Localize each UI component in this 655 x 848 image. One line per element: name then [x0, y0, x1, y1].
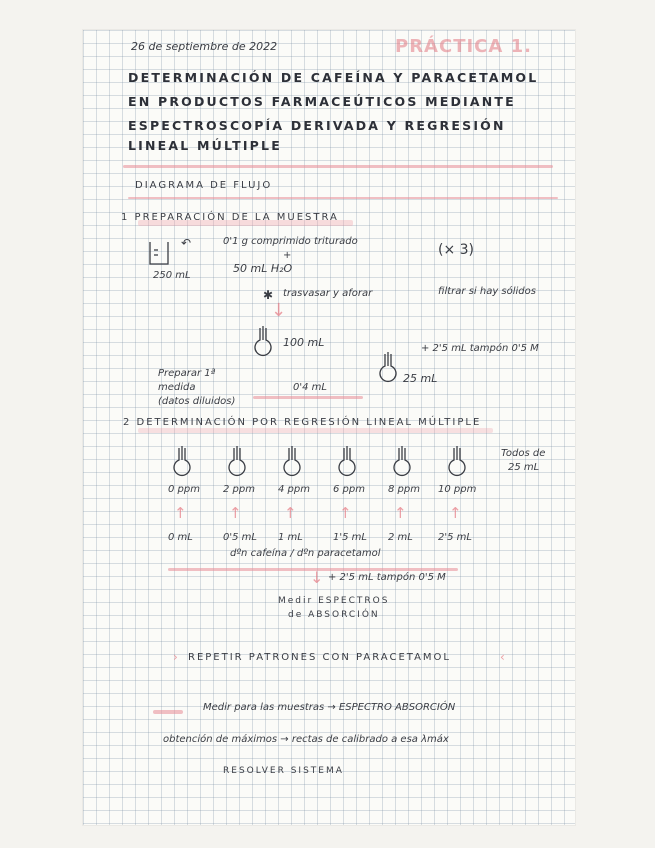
up-arrow-icon: ↑: [449, 504, 462, 522]
step1-heading: 1 PREPARACIÓN DE LA MUESTRA: [121, 212, 339, 223]
volumetric-flask-icon: [253, 326, 273, 354]
down-arrow-icon: ↓: [310, 568, 324, 587]
beaker-icon: [148, 240, 172, 266]
up-arrow-icon: ↑: [229, 504, 242, 522]
step2-note-2: 25 mL: [508, 462, 540, 473]
step1-highlight: [138, 220, 353, 226]
final-arrow-line: [153, 710, 183, 714]
plus-sign: +: [283, 250, 292, 261]
up-arrow-icon: ↑: [339, 504, 352, 522]
final-line-3: RESOLVER SISTEMA: [223, 766, 344, 776]
down-arrow-icon: ↓: [271, 300, 287, 321]
practice-label: PRÁCTICA 1.: [395, 36, 532, 57]
vol-25: 2'5 mL: [438, 532, 472, 543]
conc-10: 10 ppm: [438, 484, 477, 495]
title-line-2: EN PRODUCTOS FARMACEÚTICOS MEDIANTE: [128, 94, 516, 109]
flask2-volume: 25 mL: [403, 372, 438, 385]
title-underline: [123, 165, 553, 168]
transfer-text: trasvasar y aforar: [283, 288, 373, 299]
standards-group: [168, 446, 498, 606]
vol-2: 2 mL: [388, 532, 413, 543]
standard-flask-icon: [282, 446, 302, 474]
section-diagram: DIAGRAMA DE FLUJO: [135, 180, 273, 191]
up-arrow-icon: ↑: [174, 504, 187, 522]
final-line-2: obtención de máximos → rectas de calibrado a esa λmáx: [163, 734, 449, 745]
vol-05: 0'5 mL: [223, 532, 257, 543]
buffer-2-text: + 2'5 mL tampón 0'5 M: [328, 572, 446, 583]
vol-0: 0 mL: [168, 532, 193, 543]
standard-flask-icon: [172, 446, 192, 474]
aliquot-arrow-line: [253, 396, 363, 399]
conc-2: 2 ppm: [223, 484, 255, 495]
flask1-volume: 100 mL: [283, 336, 325, 349]
date: 26 de septiembre de 2022: [131, 40, 278, 53]
vol-15: 1'5 mL: [333, 532, 367, 543]
water-text: 50 mL H₂O: [233, 262, 293, 275]
conc-0: 0 ppm: [168, 484, 200, 495]
final-line-1: Medir para las muestras → ESPECTRO ABSORCIÓN: [203, 702, 456, 713]
prepare-line-3: (datos diluidos): [158, 396, 236, 407]
repeat-patterns: REPETIR PATRONES CON PARACETAMOL: [188, 652, 452, 663]
beaker-volume: 250 mL: [153, 270, 191, 281]
measure-line-1: Medir ESPECTROS: [278, 596, 390, 606]
filter-note: filtrar si hay sólidos: [438, 286, 536, 297]
dissolutions-text: dºn cafeína / dºn paracetamol: [230, 548, 381, 559]
up-arrow-icon: ↑: [284, 504, 297, 522]
title-line-4: LINEAL MÚLTIPLE: [128, 138, 282, 153]
repeat-times: (× 3): [438, 242, 475, 258]
vol-1: 1 mL: [278, 532, 303, 543]
volumetric-flask-25-icon: [378, 352, 398, 380]
curved-arrow-icon: ↶: [181, 236, 192, 250]
notebook-page: [83, 30, 575, 825]
conc-4: 4 ppm: [278, 484, 310, 495]
prepare-line-1: Preparar 1ª: [158, 368, 216, 379]
standard-flask-icon: [447, 446, 467, 474]
step2-heading: 2 DETERMINACIÓN POR REGRESIÓN LINEAL MÚLTIPLE: [123, 417, 482, 428]
step2-note-1: Todos de: [501, 448, 546, 459]
conc-6: 6 ppm: [333, 484, 365, 495]
prepare-line-2: medida: [158, 382, 196, 393]
sample-text: 0'1 g comprimido triturado: [223, 236, 358, 247]
conc-8: 8 ppm: [388, 484, 420, 495]
step2-highlight: [138, 428, 493, 433]
chevron-right-icon: ›: [173, 650, 178, 664]
standard-flask-icon: [392, 446, 412, 474]
aliquot-volume: 0'4 mL: [293, 382, 327, 393]
asterisk-icon: ✱: [263, 288, 274, 302]
measure-line-2: de ABSORCIÓN: [288, 610, 380, 620]
standard-flask-icon: [227, 446, 247, 474]
standard-flask-icon: [337, 446, 357, 474]
section-underline: [128, 197, 558, 199]
up-arrow-icon: ↑: [394, 504, 407, 522]
buffer-text: + 2'5 mL tampón 0'5 M: [421, 343, 539, 354]
title-line-3: ESPECTROSCOPÍA DERIVADA Y REGRESIÓN: [128, 118, 506, 133]
title-line-1: DETERMINACIÓN DE CAFEÍNA Y PARACETAMOL: [128, 70, 539, 85]
chevron-left-icon: ‹: [500, 650, 505, 664]
